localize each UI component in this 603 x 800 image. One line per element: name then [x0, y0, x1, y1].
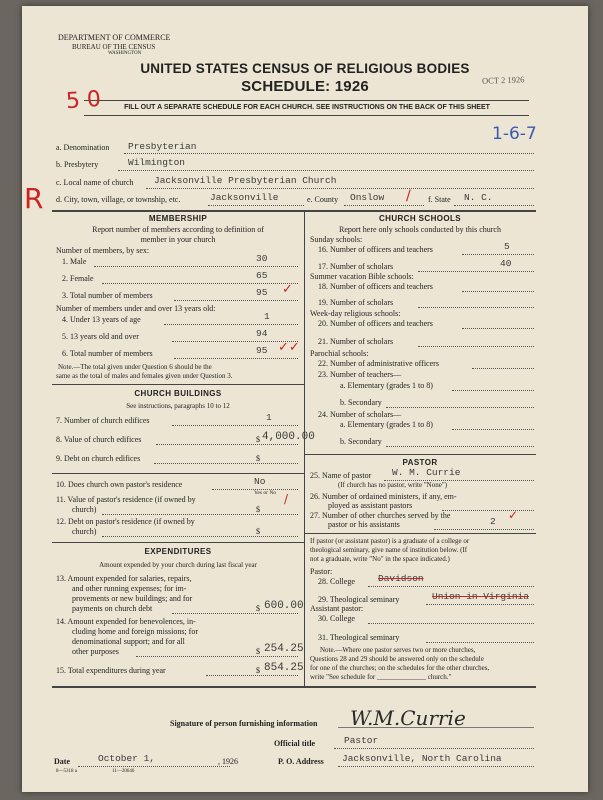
- female-value: 65: [256, 270, 268, 281]
- rule-bottom: [52, 686, 536, 688]
- signature: W.M.Currie: [350, 706, 466, 730]
- under-13-value: 1: [264, 311, 270, 322]
- other-churches-value: 2: [490, 516, 496, 527]
- form-title: UNITED STATES CENSUS OF RELIGIOUS BODIES: [140, 61, 470, 76]
- city-value: Jacksonville: [210, 192, 279, 203]
- local-name-label: c. Local name of church: [56, 178, 134, 187]
- po-address-label: P. O. Address: [278, 757, 324, 766]
- county-label: e. County: [307, 195, 339, 204]
- po-address-value: Jacksonville, North Carolina: [342, 753, 502, 764]
- running-expenses-value: 600.00: [264, 600, 304, 612]
- official-title-label: Official title: [274, 739, 316, 748]
- r-mark: R: [24, 182, 44, 215]
- pastor-heading: PASTOR: [402, 458, 438, 467]
- local-name-value: Jacksonville Presbyterian Church: [154, 175, 337, 186]
- dept-label: DEPARTMENT OF COMMERCE: [58, 33, 171, 42]
- census-form: DEPARTMENT OF COMMERCE BUREAU OF THE CENSUS WASHINGTON UNITED STATES CENSUS OF RELIGIOUS BODIES SCHEDULE: 1926 FILL OUT A SEPARATE SCHEDULE FOR EACH CHURCH. SEE INSTRUCTIONS ON THE BACK OF THIS SHEET OCT 2 1926 5 0 1-6-7 R a. Denomination Presbyterian b. Presbytery Wilmington c. Local name of church Jacksonville Presbyterian Church d. City, town, village, or township, etc. Jacksonville e. County Onslow / f. State N. C. MEMBERSHIP Report number of members according to definition of member in your church Number of members, by sex: 1. Male 30 2. Female 65 3. Total number of members 95 ✓ Number of members under and over 13 years old: 4. Under 13 years of age 1 5. 13 years old and over 94 6. Total number of members 95 ✓✓ Note.—The total given under Question 6 should be the same as the total of males and females given under Question 3. CHURCH BUILDINGS See instructions, paragraphs 10 to 12 7. Number of church edifices 1 8. Value of church edifices $ 4,000.00 9. Debt on church edifices $ 10. Does church own pastor's residence No Yes or No 11. Value of pastor's residence (if owned by church) $ / 12. Debt on pastor's residence (if owned by church) $ EXPENDITURES Amount expended by your church during last fiscal year 13. Amount expended for salaries, repairs, and other running expenses; for im- provements or new buildings; and for payments on church debt $ 600.00 14. Amount expended for benevolences, in- cluding home and foreign missions; for denominational support; and for all other purposes $ 254.25 15. Total expenditures during year $ 854.25 CHURCH SCHOOLS Report here only schools conducted by this church Sunday schools: 16. Number of officers and teachers 5 17. Number of scholars 40 Summer vacation Bible schools: 18. Number of officers and teachers 19. Number of scholars Week-day religious schools: 20. Number of officers and teachers 21. Number of scholars Parochial schools: 22. Number of administrative officers 23. Number of teachers— a. Elementary (grades 1 to 8) b. Secondary 24. Number of scholars— a. Elementary (grades 1 to 8) b. Secondary PASTOR 25. Name of pastor W. M. Currie (If church has no pastor, write "None") 26. Number of ordained ministers, if any, em- ployed as assistant pastors 27. Number of other churches served by the pastor or his assistants 2 ✓ If pastor (or assistant pastor) is a graduate of a college or theological seminary, give name of institution below. (If not a graduate, write "No" in the space indicated.) Pastor: 28. College Davidson 29. Theological seminary Union in Virginia Assistant pastor: 30. College 31. Theological seminary Note.—Where one pastor serves two or more churches, Questions 28 and 29 should be answered only on the schedule for one of the churches; on the schedules for the other churches, write "See schedule for ______________ church." Signature of person furnishing information W.M.Currie Official title Pastor Date October 1, , 1926 P. O. Address Jacksonville, North Carolina 8—5318 a 11—20646: [22, 6, 588, 792]
- presbytery-label: b. Presbytery: [56, 160, 99, 169]
- county-value: Onslow: [350, 192, 385, 203]
- edifices-value: 1: [266, 412, 272, 423]
- rule-center: [304, 210, 305, 686]
- membership-heading: MEMBERSHIP: [148, 214, 208, 223]
- expenditures-heading: EXPENDITURES: [144, 547, 212, 556]
- signature-label: Signature of person furnishing information: [170, 719, 318, 728]
- date-year: , 1926: [218, 757, 238, 766]
- benevolences-value: 254.25: [264, 643, 304, 655]
- pastor-name-value: W. M. Currie: [392, 467, 461, 478]
- city-label-field: d. City, town, village, or township, etc.: [56, 195, 181, 204]
- denomination-label: a. Denomination: [56, 143, 110, 152]
- over-13-value: 94: [256, 328, 268, 339]
- buildings-heading: CHURCH BUILDINGS: [134, 389, 222, 398]
- official-title-value: Pastor: [344, 735, 379, 746]
- hand-number: 5 0: [65, 86, 102, 115]
- rule-top: [52, 210, 536, 212]
- bureau-label: BUREAU OF THE CENSUS: [72, 43, 156, 51]
- total-members-value: 95: [256, 287, 268, 298]
- total-expenditures-value: 854.25: [264, 662, 304, 674]
- sunday-scholars-value: 40: [500, 258, 512, 269]
- city-label: WASHINGTON: [108, 51, 142, 56]
- instruction-line: FILL OUT A SEPARATE SCHEDULE FOR EACH CHURCH. SEE INSTRUCTIONS ON THE BACK OF THIS SHEET: [124, 104, 490, 111]
- denomination-value: Presbyterian: [128, 141, 197, 152]
- owns-residence-value: No: [254, 476, 266, 487]
- college-value: Davidson: [378, 573, 424, 584]
- date-value: October 1,: [98, 753, 156, 764]
- received-stamp: OCT 2 1926: [481, 74, 525, 86]
- male-value: 30: [256, 253, 268, 264]
- schedule-title: SCHEDULE: 1926: [241, 78, 369, 95]
- schools-heading: CHURCH SCHOOLS: [378, 214, 462, 223]
- hand-code: 1-6-7: [492, 124, 537, 144]
- date-label: Date: [54, 757, 70, 766]
- edifice-value-amount: 4,000.00: [262, 431, 315, 443]
- state-label: f. State: [428, 195, 451, 204]
- sunday-teachers-value: 5: [504, 241, 510, 252]
- total-members-age-value: 95: [256, 345, 268, 356]
- seminary-value: Union in Virginia: [432, 591, 529, 602]
- presbytery-value: Wilmington: [128, 157, 186, 168]
- state-value: N. C.: [464, 192, 493, 203]
